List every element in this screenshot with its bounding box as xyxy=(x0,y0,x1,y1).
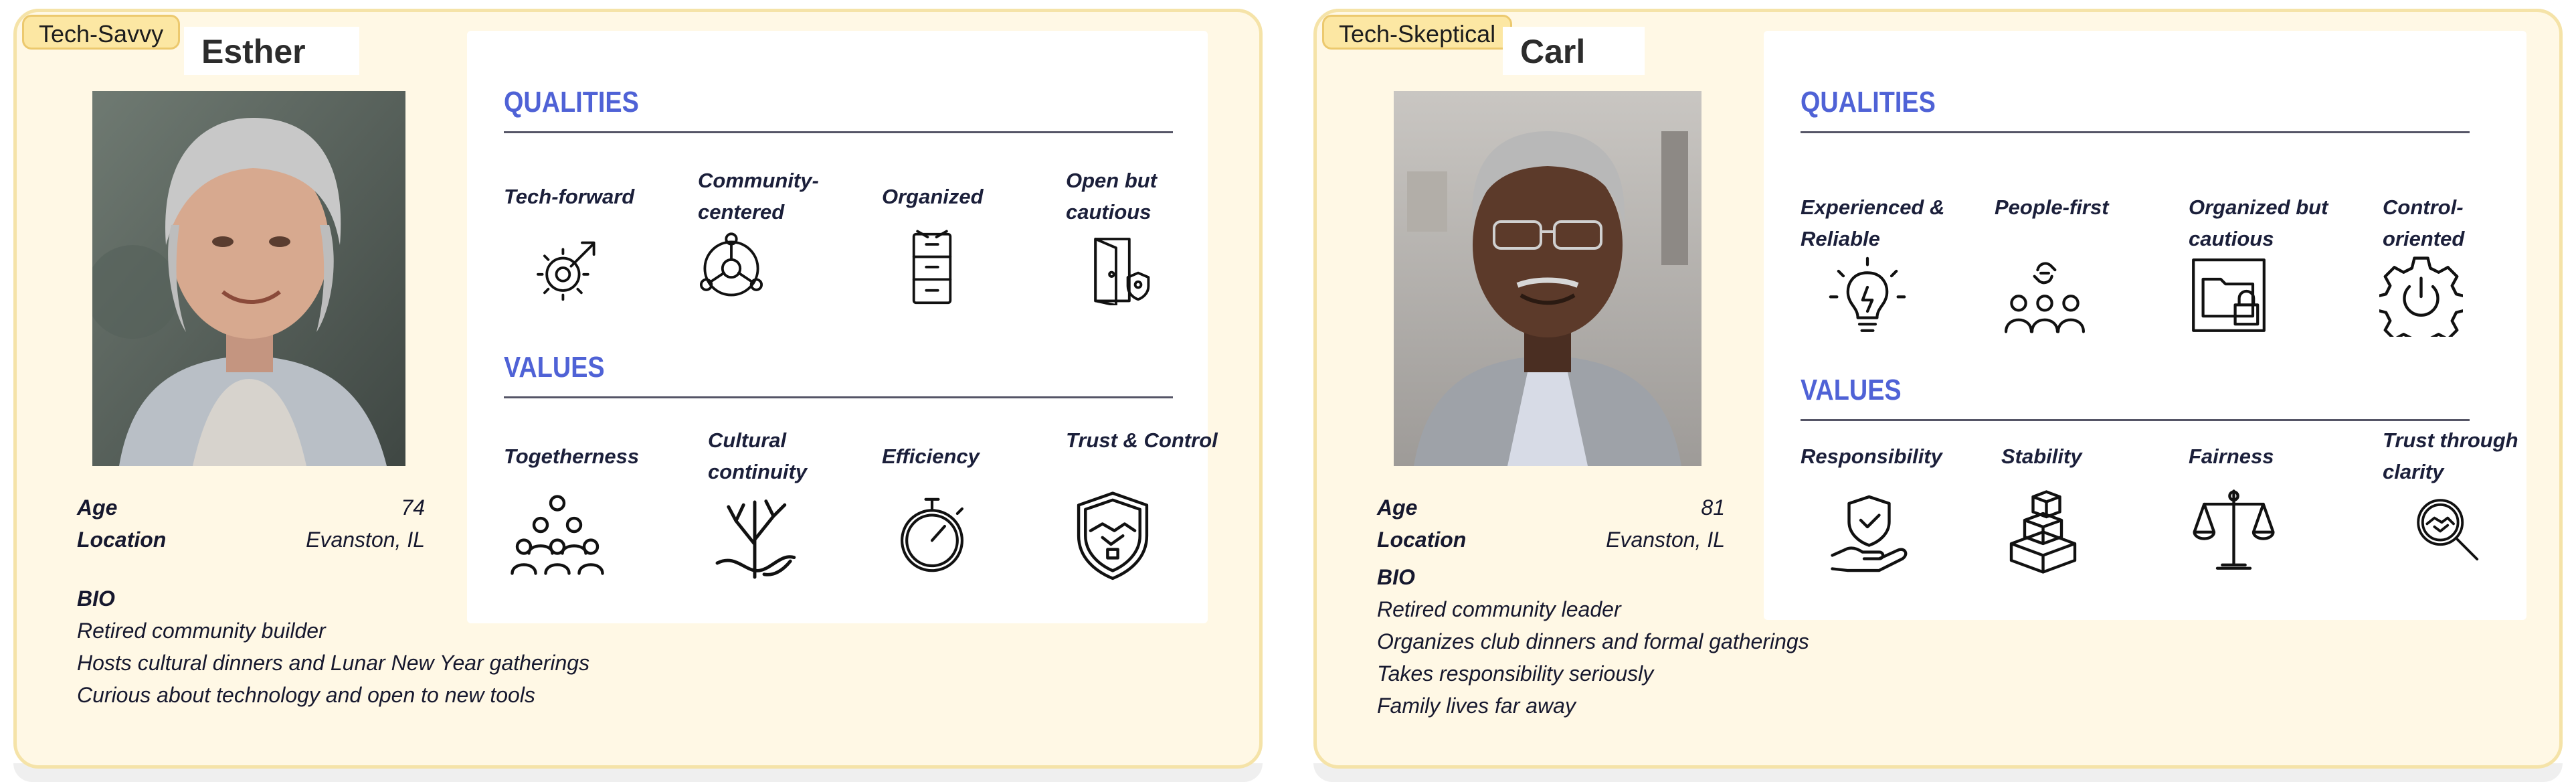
value-item xyxy=(2001,424,2155,472)
value-item xyxy=(882,424,1036,472)
bio-line: Hosts cultural dinners and Lunar New Year gatherings xyxy=(77,651,590,675)
file-cabinet-icon xyxy=(895,228,969,309)
bio xyxy=(1377,561,1809,722)
quality-item xyxy=(504,165,658,212)
value-label: Togetherness xyxy=(504,445,640,468)
age-row xyxy=(1377,494,1725,521)
stacked-boxes-icon xyxy=(2001,490,2085,574)
value-item xyxy=(2189,424,2342,472)
handshake-magnifier-icon xyxy=(2409,491,2483,565)
bio-line: Retired community leader xyxy=(1377,597,1621,621)
bio-title: BIO xyxy=(77,586,115,611)
section-divider xyxy=(1801,419,2470,421)
tree-hand-icon xyxy=(708,488,802,582)
quality-item xyxy=(1801,191,1954,254)
persona-name: Carl xyxy=(1503,27,1645,75)
quality-item xyxy=(1066,165,1220,228)
bio-line: Organizes club dinners and formal gatherings xyxy=(1377,629,1809,653)
value-label: Responsibility xyxy=(1801,445,1942,468)
quality-label: People-first xyxy=(1995,195,2109,219)
lightbulb-icon xyxy=(1827,255,1908,335)
location-label: Location xyxy=(1377,528,1467,552)
persona-photo xyxy=(1394,91,1701,466)
qualities-title: QUALITIES xyxy=(1801,86,1936,119)
value-item xyxy=(504,424,658,472)
gear-arrow-icon xyxy=(531,232,604,305)
value-label: Cultural continuity xyxy=(708,428,808,483)
bio-line: Retired community builder xyxy=(77,619,326,643)
stopwatch-icon xyxy=(892,491,972,578)
community-wheel-icon xyxy=(695,232,768,305)
people-link-icon xyxy=(2001,255,2088,335)
age-row xyxy=(77,494,425,521)
location-row xyxy=(1377,526,1725,553)
quality-label: Experienced & Reliable xyxy=(1801,195,1945,250)
bio-line: Curious about technology and open to new tools xyxy=(77,683,535,707)
section-divider xyxy=(504,396,1173,398)
persona-photo xyxy=(92,91,405,466)
age-value: 74 xyxy=(401,495,425,520)
people-group-icon xyxy=(507,491,608,578)
scales-icon xyxy=(2192,486,2276,576)
handshake-shield-icon xyxy=(1069,488,1156,582)
value-item xyxy=(2383,424,2537,487)
quality-label: Open but cautious xyxy=(1066,169,1158,224)
quality-item xyxy=(1995,191,2148,223)
persona-card-carl xyxy=(1313,9,2563,769)
quality-label: Organized xyxy=(882,185,984,208)
value-item xyxy=(1801,424,1954,472)
value-label: Trust & Control xyxy=(1066,428,1218,452)
age-label: Age xyxy=(77,495,118,520)
value-label: Trust through clarity xyxy=(2383,428,2518,483)
bio-line: Family lives far away xyxy=(1377,694,1576,718)
quality-item xyxy=(2383,191,2537,254)
quality-label: Community-centered xyxy=(698,169,819,224)
qualities-title: QUALITIES xyxy=(504,86,639,119)
quality-item xyxy=(882,165,1036,212)
value-item xyxy=(708,424,862,487)
value-label: Efficiency xyxy=(882,445,980,468)
location-row xyxy=(77,526,425,553)
persona-card-esther xyxy=(13,9,1263,769)
persona-name: Esther xyxy=(184,27,359,75)
location-value: Evanston, IL xyxy=(1606,528,1725,552)
folder-lock-icon xyxy=(2189,255,2269,335)
age-label: Age xyxy=(1377,495,1418,520)
persona-tag: Tech-Savvy xyxy=(22,15,180,50)
persona-tag: Tech-Skeptical xyxy=(1322,15,1512,50)
quality-item xyxy=(698,165,852,228)
quality-label: Control-oriented xyxy=(2383,195,2465,250)
section-divider xyxy=(1801,131,2470,133)
section-divider xyxy=(504,131,1173,133)
quality-label: Tech-forward xyxy=(504,185,635,208)
gear-power-icon xyxy=(2379,253,2463,337)
value-item xyxy=(1066,424,1220,456)
quality-label: Organized but cautious xyxy=(2189,195,2328,250)
bio-title: BIO xyxy=(1377,565,1415,589)
value-label: Fairness xyxy=(2189,445,2274,468)
age-value: 81 xyxy=(1701,495,1725,520)
values-title: VALUES xyxy=(504,351,605,384)
location-label: Location xyxy=(77,528,167,552)
values-title: VALUES xyxy=(1801,374,1902,406)
location-value: Evanston, IL xyxy=(306,528,425,552)
hand-shield-icon xyxy=(1827,490,1911,574)
door-shield-icon xyxy=(1079,232,1153,305)
attributes-panel xyxy=(467,31,1218,623)
quality-item xyxy=(2189,191,2342,254)
bio-line: Takes responsibility seriously xyxy=(1377,661,1654,686)
attributes-panel xyxy=(1764,31,2526,620)
value-label: Stability xyxy=(2001,445,2082,468)
